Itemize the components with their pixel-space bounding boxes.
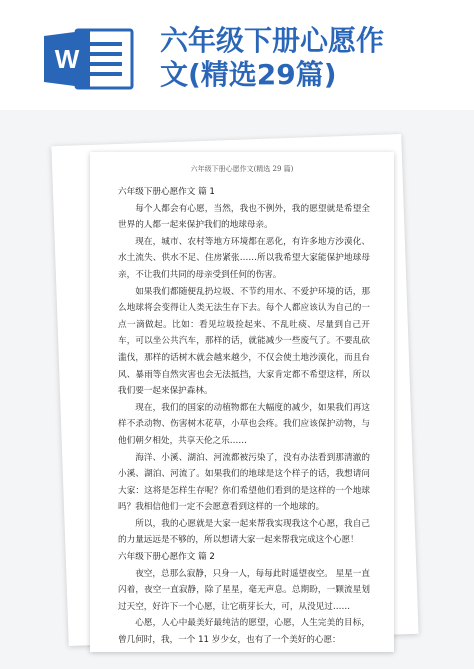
document-title-line-2: 文(精选29篇) xyxy=(160,58,337,91)
header-banner xyxy=(0,0,474,110)
body-paragraph: 如果我们都随便乱扔垃圾、不节约用水、不爱护环境的话，那么地球将会变得让人类无法生存下去。每个人都应该认为自己的一点一滴做起。比如：看见垃圾捡起来、不乱吐痰、尽量到自己开车，可以坐公共汽车，那样的话，就能减少一些废气了。不要乱砍滥伐，那样的话树木就会越来越少，不仅会使土地沙漠化，而且台风、暴雨等自然灾害也会无法抵挡，大家肯定都不希望这样，所以我们要一起来保护森林。 xyxy=(118,286,370,397)
body-paragraph: 现在，城市、农村等地方环境都在恶化，有许多地方沙漠化、水土流失、供水不足、住房紧张……所以我希望大家能保护地球母亲，不让我们共同的母亲受到任何的伤害。 xyxy=(118,236,370,280)
document-body xyxy=(118,184,370,649)
body-paragraph: 海洋、小溪、湖泊、河流都被污染了，没有办法看到那清澈的小溪、湖泊、河流了。如果我们的地球是这个样子的话，我想请问大家：这将是怎样生存呢？你们希望他们看到的是这样的一个地球吗？我相信他们一定不会愿意看到这样的一个地球的。 xyxy=(118,452,370,513)
section-heading: 六年级下册心愿作文 篇 2 xyxy=(118,552,215,563)
running-header: 六年级下册心愿作文(精选 29 篇) xyxy=(190,165,294,173)
document-title xyxy=(160,24,460,92)
word-letter: W xyxy=(54,44,80,74)
document-title-line-1: 六年级下册心愿作 xyxy=(160,24,385,57)
body-paragraph: 心愿，人心中最美好最纯洁的愿望，心愿，人生完美的目标，曾几何时，我，一个 11 岁少女，也有了一个美好的心愿： xyxy=(118,618,370,646)
section-heading: 六年级下册心愿作文 篇 1 xyxy=(118,187,215,197)
document-page xyxy=(90,152,394,652)
body-paragraph: 夜空，总那么寂静，只身一人，每每此时遥望夜空。 星星一直闪着，夜空一直寂静，除了星星，毫无声息。总期盼，一颗流星划过天空，好许下一个心愿，让它萌芽长大，可，从没见过…… xyxy=(118,568,370,612)
body-paragraph: 每个人都会有心愿，当然，我也不例外，我的愿望就是希望全世界的人都一起来保护我们的地球母亲。 xyxy=(118,203,370,231)
body-paragraph: 现在，我们的国家的动植物都在大幅度的减少，如果我们再这样不杀动物、伤害树木花草，小草也会疼。我们应该保护动物，与他们朝夕相处，共享天伦之乐…… xyxy=(118,402,370,446)
body-paragraph: 所以，我的心愿就是大家一起来帮我实现我这个心愿，我自己的力量远远是不够的，所以想请大家一起来帮我完成这个心愿！ xyxy=(118,518,370,546)
word-document-icon xyxy=(42,28,134,90)
